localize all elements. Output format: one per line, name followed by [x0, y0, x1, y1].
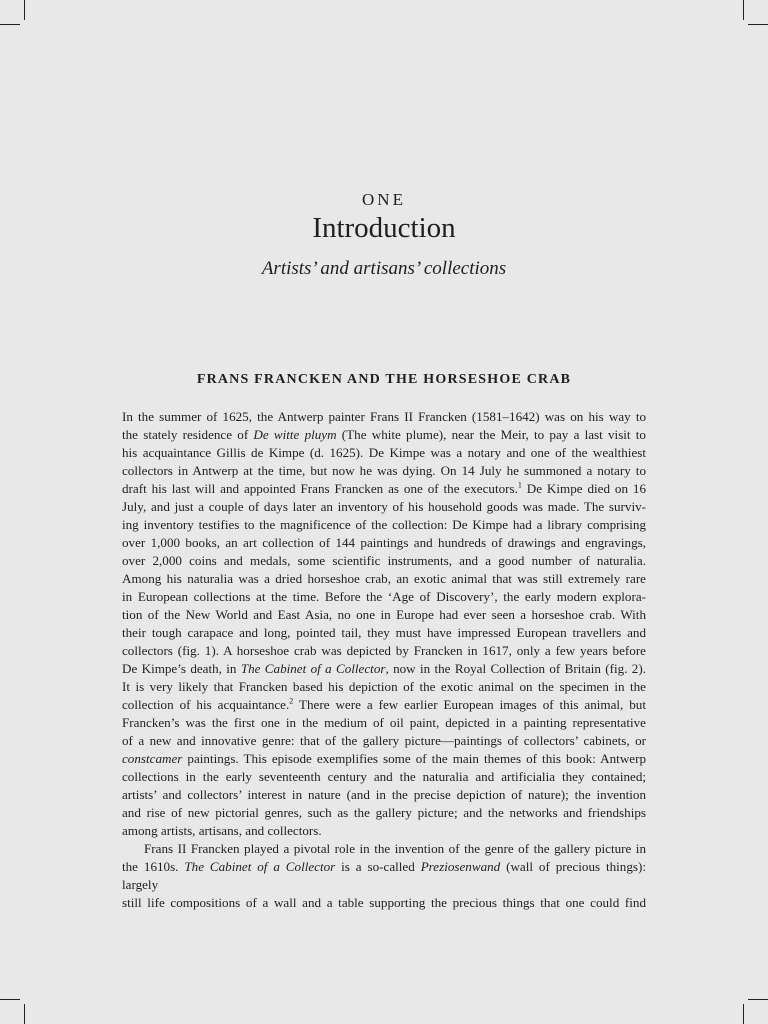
text-line: the 1610s. The Cabinet of a Collector is a so-called Preziosenwand (wall of precious things): largely	[122, 859, 646, 892]
text-line: Among his naturalia was a dried horseshoe crab, an exotic animal that was still extremely rare	[122, 571, 646, 586]
crop-mark-top-right-h	[748, 24, 768, 25]
crop-mark-top-right	[743, 0, 744, 20]
text-line: collections in the early seventeenth century and the naturalia and artificialia they contained;	[122, 769, 646, 784]
text-line: his acquaintance Gillis de Kimpe (d. 1625). De Kimpe was a notary and one of the wealthiest	[122, 445, 646, 460]
text-line: In the summer of 1625, the Antwerp painter Frans II Francken (1581–1642) was on his way to	[122, 409, 646, 424]
text-line: July, and just a couple of days later an inventory of his household goods was made. The surviv-	[122, 499, 646, 514]
text-line: It is very likely that Francken based his depiction of the exotic animal on the specimen in the	[122, 679, 646, 694]
crop-mark-top-left	[24, 0, 25, 20]
italic-term: Preziosenwand	[420, 859, 501, 874]
text-line: De Kimpe’s death, in The Cabinet of a Collector, now in the Royal Collection of Britain (fig. 2).	[122, 661, 646, 676]
text-line: over 1,000 books, an art collection of 144 paintings and hundreds of drawings and engravings,	[122, 535, 646, 550]
text-line: their tough carapace and long, pointed tail, they must have impressed European travellers and	[122, 625, 646, 640]
chapter-number: ONE	[362, 190, 406, 209]
section-heading: FRANS FRANCKEN AND THE HORSESHOE CRAB	[196, 372, 572, 387]
text-line: ing inventory testifies to the magnificence of the collection: De Kimpe had a library comprising	[122, 517, 646, 532]
crop-mark-bottom-right-h	[748, 999, 768, 1000]
footnote-marker[interactable]: 2	[289, 696, 294, 706]
text-line: constcamer paintings. This episode exemplifies some of the main themes of this book: Antwerp	[122, 751, 646, 766]
text-line: of a new and innovative genre: that of the gallery picture—paintings of collectors’ cabinets, or	[122, 733, 646, 748]
italic-title: De witte pluym	[253, 427, 337, 442]
italic-title: The Cabinet of a Collector	[184, 859, 336, 874]
text-line: among artists, artisans, and collectors.	[122, 823, 322, 838]
text-line: collectors in Antwerp at the time, but now he was dying. On 14 July he summoned a notary to	[122, 463, 646, 478]
text-line: in European collections at the time. Before the ‘Age of Discovery’, the early modern explora-	[122, 589, 646, 604]
text-line: over 2,000 coins and medals, some scientific instruments, and a good number of naturalia.	[122, 553, 646, 568]
text-line: draft his last will and appointed Frans Francken as one of the executors.$^1$ De Kimpe died on 16	[122, 480, 646, 496]
footnote-marker[interactable]: 1	[517, 480, 522, 490]
crop-mark-top-left-h	[0, 24, 20, 25]
text-line: Frans II Francken played a pivotal role in the invention of the genre of the gallery picture in	[144, 841, 646, 856]
body-text	[122, 408, 646, 912]
crop-mark-bottom-left-h	[0, 999, 20, 1000]
text-line: tion of the New World and East Asia, no one in Europe had ever seen a horseshoe crab. With	[122, 607, 646, 622]
text-line: still life compositions of a wall and a table supporting the precious things that one could find	[122, 895, 646, 910]
italic-title: The Cabinet of a Collector	[240, 661, 386, 676]
text-line: artists’ and collectors’ interest in nature (and in the precise depiction of nature); the invention	[122, 787, 646, 802]
crop-mark-bottom-left	[24, 1004, 25, 1024]
crop-mark-bottom-right	[743, 1004, 744, 1024]
text-line: collection of his acquaintance.$^2$ There were a few earlier European images of this animal, but	[122, 696, 646, 712]
text-line: collectors (fig. 1). A horseshoe crab was depicted by Francken in 1617, only a few years before	[122, 643, 646, 658]
text-line: Francken’s was the first one in the medium of oil paint, depicted in a painting representative	[122, 715, 646, 730]
text-line: and rise of new pictorial genres, such as the gallery picture; and the networks and friendships	[122, 805, 646, 820]
chapter-subtitle: Artists’ and artisans’ collections	[261, 258, 507, 279]
italic-term: constcamer	[122, 751, 183, 766]
chapter-title: Introduction	[312, 212, 456, 244]
text-line: the stately residence of De witte pluym (The white plume), near the Meir, to pay a last visit to	[122, 427, 646, 442]
